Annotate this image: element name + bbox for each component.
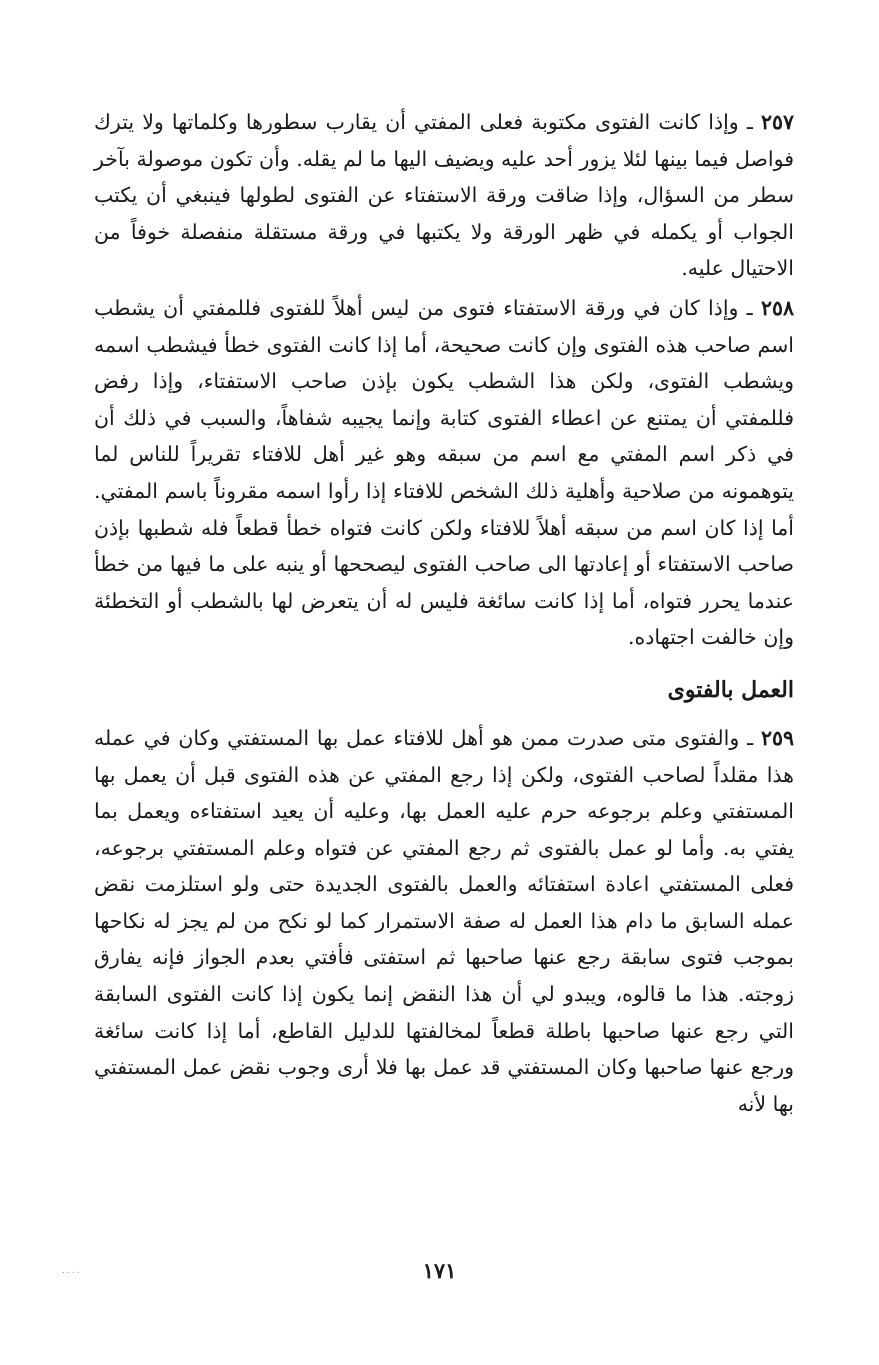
paragraph-text: وإذا كانت الفتوى مكتوبة فعلى المفتي أن يقارب سطورها وكلماتها ولا يترك فواصل فيما بينها لئلا يزور أحد عليه ويضيف اليها ما لم يقله. وأن تكون موصولة بآخر سطر من السؤال، وإذا ضاقت ورقة الاستفتاء عن الفتوى لطولها فينبغي أن يكتب الجواب أو يكمله في ظهر الورقة ولا يكتبها في ورقة مستقلة منفصلة خوفاً من الاحتيال عليه. — [94, 110, 794, 281]
book-page — [94, 104, 794, 1125]
paragraph-number: ٢٥٨ — [760, 295, 794, 320]
paragraph-number: ٢٥٩ — [760, 725, 794, 750]
paragraph-258 — [94, 290, 794, 656]
page-number: ١٧١ — [422, 1258, 457, 1283]
paragraph-259 — [94, 720, 794, 1123]
number-separator: ـ — [746, 295, 753, 320]
corner-mark: .... — [62, 1266, 82, 1276]
paragraph-text: والفتوى متى صدرت ممن هو أهل للافتاء عمل بها المستفتي وكان في عمله هذا مقلداً لصاحب الفتوى، ولكن إذا رجع المفتي عن هذه الفتوى قبل أن يعمل بها المستفتي وعلم برجوعه حرم عليه العمل بها، وعليه أن يعيد استفتاءه ويعمل بما يفتي به. وأما لو عمل بالفتوى ثم رجع المفتي عن فتواه وعلم المستفتي برجوعه، فعلى المستفتي اعادة استفتائه والعمل بالفتوى الجديدة حتى ولو استلزمت نقض عمله السابق ما دام هذا العمل له صفة الاستمرار كما لو نكح من لم يجز له نكاحها بموجب فتوى سابقة رجع عنها صاحبها ثم استفتى فأفتي بعدم الجواز فإنه يفارق زوجته. هذا ما قالوه، ويبدو لي أن هذا النقض إنما يكون إذا كانت الفتوى السابقة التي رجع عنها صاحبها باطلة قطعاً لمخالفتها للدليل القاطع، أما إذا كانت سائغة ورجع عنها صاحبها وكان المستفتي قد عمل بها فلا أرى وجوب نقض عمل المستفتي بها لأنه — [94, 725, 794, 1116]
number-separator: ـ — [747, 725, 754, 750]
paragraph-text: وإذا كان في ورقة الاستفتاء فتوى من ليس أهلاً للفتوى فللمفتي أن يشطب اسم صاحب هذه الفتوى وإن كانت صحيحة، أما إذا كانت الفتوى خطأ فيشطب اسمه ويشطب الفتوى، ولكن هذا الشطب يكون بإذن صاحب الاستفتاء، وإذا رفض فللمفتي أن يمتنع عن اعطاء الفتوى كتابة وإنما يجيبه شفاهاً، والسبب في ذلك أن في ذكر اسم المفتي مع اسم من سبقه وهو غير أهل للافتاء تقريراً للناس لما يتوهمونه من صلاحية وأهلية ذلك الشخص للافتاء إذا رأوا اسمه مقروناً باسم المفتي. أما إذا كان اسم من سبقه أهلاً للافتاء ولكن كانت فتواه خطأ قطعاً فله شطبها بإذن صاحب الاستفتاء أو إعادتها الى صاحب الفتوى ليصححها أو ينبه على ما فيها من خطأ عندما يحرر فتواه، أما إذا كانت سائغة فليس له أن يتعرض لها بالشطب أو التخطئة وإن خالفت اجتهاده. — [94, 295, 794, 650]
paragraph-number: ٢٥٧ — [760, 110, 794, 134]
number-separator: ـ — [746, 110, 753, 134]
paragraph-257 — [94, 104, 794, 287]
section-heading: العمل بالفتوى — [667, 676, 794, 703]
